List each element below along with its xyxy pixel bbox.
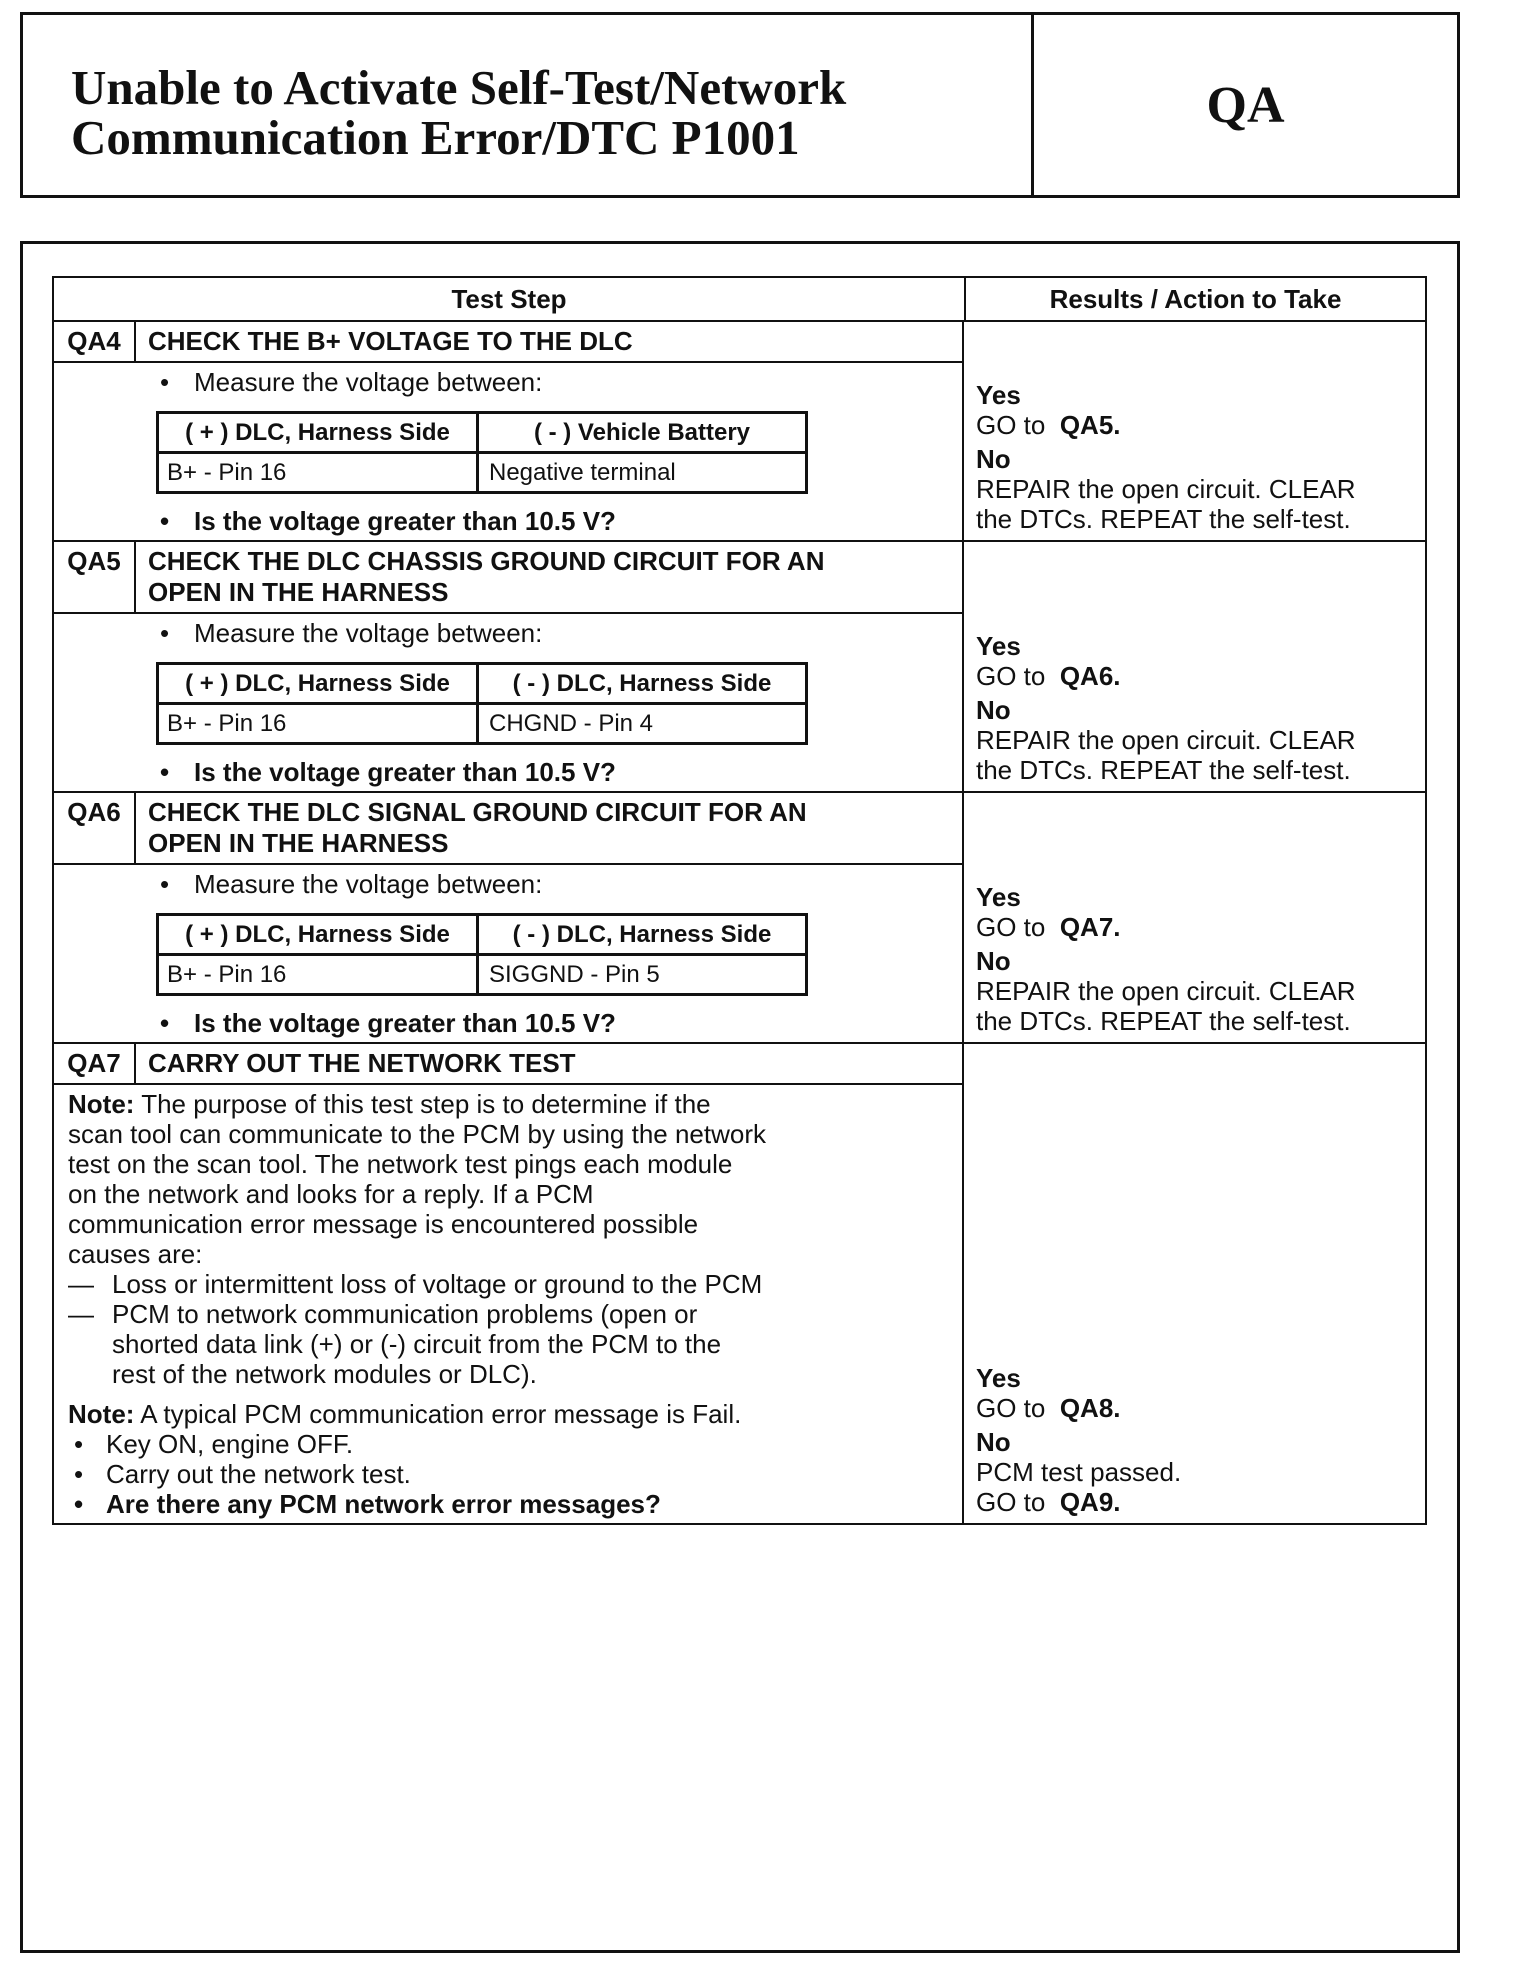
col-negative: ( - ) DLC, Harness Side xyxy=(512,920,772,948)
cause-line: rest of the network modules or DLC). xyxy=(112,1359,537,1389)
col-results: Results / Action to Take xyxy=(1049,283,1342,314)
goto-ref: QA6. xyxy=(1059,661,1121,691)
step-qa4 xyxy=(54,322,1425,542)
step-id: QA5 xyxy=(54,542,136,612)
header-box xyxy=(20,12,1460,198)
step-title-line-2: OPEN IN THE HARNESS xyxy=(148,577,449,607)
yes-label: Yes xyxy=(976,882,1021,912)
positive-value: B+ - Pin 16 xyxy=(159,705,479,742)
step-title-line-1: CHECK THE DLC CHASSIS GROUND CIRCUIT FOR AN xyxy=(148,546,825,576)
instruction: • Carry out the network test. xyxy=(64,1459,952,1489)
question: • Is the voltage greater than 10.5 V? xyxy=(150,1008,952,1038)
cause-item xyxy=(68,1299,952,1389)
step-id: QA4 xyxy=(54,322,136,361)
cause-line: — PCM to network communication problems (open or xyxy=(112,1299,698,1329)
note-text: A typical PCM communication error message is Fail. xyxy=(140,1399,742,1429)
no-label: No xyxy=(976,946,1011,976)
repair-line-1: REPAIR the open circuit. CLEAR xyxy=(976,976,1356,1006)
cause-line: shorted data link (+) or (-) circuit from the PCM to the xyxy=(112,1329,722,1359)
note-label: Note: xyxy=(68,1089,135,1119)
step-qa7 xyxy=(54,1044,1425,1523)
question: • Are there any PCM network error messages? xyxy=(64,1489,952,1519)
goto-text: GO to xyxy=(976,1487,1046,1517)
instruction: • Measure the voltage between: xyxy=(150,367,952,397)
results xyxy=(964,322,1425,540)
repair-line-2: the DTCs. REPEAT the self-test. xyxy=(976,504,1351,534)
title-line-2: Communication Error/DTC P1001 xyxy=(71,110,800,165)
no-label: No xyxy=(976,695,1011,725)
negative-value: CHGND - Pin 4 xyxy=(489,709,654,737)
measurement-table xyxy=(156,411,808,494)
instruction: • Key ON, engine OFF. xyxy=(64,1429,952,1459)
measurement-table xyxy=(156,913,808,996)
title-line-1: Unable to Activate Self-Test/Network xyxy=(71,60,847,115)
step-title-line-1: CHECK THE DLC SIGNAL GROUND CIRCUIT FOR AN xyxy=(148,797,807,827)
note2-paragraph xyxy=(68,1399,952,1429)
goto-ref: QA8. xyxy=(1059,1393,1121,1423)
note-label: Note: xyxy=(68,1399,135,1429)
step-title-line-2: OPEN IN THE HARNESS xyxy=(148,828,449,858)
no-label: No xyxy=(976,444,1011,474)
positive-value: B+ - Pin 16 xyxy=(159,454,479,491)
step-qa6 xyxy=(54,793,1425,1044)
col-positive: ( + ) DLC, Harness Side xyxy=(159,916,479,953)
step-title: CARRY OUT THE NETWORK TEST xyxy=(148,1048,576,1078)
page-title xyxy=(71,60,1031,165)
goto-ref: QA7. xyxy=(1059,912,1121,942)
step-id: QA6 xyxy=(54,793,136,863)
results xyxy=(964,793,1425,1042)
goto-ref: QA5. xyxy=(1059,410,1121,440)
goto-text: GO to xyxy=(976,410,1046,440)
repair-line-1: REPAIR the open circuit. CLEAR xyxy=(976,725,1356,755)
instruction: • Measure the voltage between: xyxy=(150,869,952,899)
question: • Is the voltage greater than 10.5 V? xyxy=(150,757,952,787)
note-line: on the network and looks for a reply. If a PCM xyxy=(68,1179,594,1209)
goto-ref: QA9. xyxy=(1059,1487,1121,1517)
goto-text: GO to xyxy=(976,912,1046,942)
no-result: PCM test passed. xyxy=(976,1457,1182,1487)
section-code: QA xyxy=(1206,76,1285,134)
negative-value: Negative terminal xyxy=(489,458,676,486)
col-positive: ( + ) DLC, Harness Side xyxy=(159,665,479,702)
repair-line-2: the DTCs. REPEAT the self-test. xyxy=(976,755,1351,785)
results xyxy=(964,542,1425,791)
col-negative: ( - ) Vehicle Battery xyxy=(533,418,751,446)
step-qa5 xyxy=(54,542,1425,793)
col-test-step: Test Step xyxy=(54,278,966,320)
repair-line-1: REPAIR the open circuit. CLEAR xyxy=(976,474,1356,504)
repair-line-2: the DTCs. REPEAT the self-test. xyxy=(976,1006,1351,1036)
col-positive: ( + ) DLC, Harness Side xyxy=(159,414,479,451)
cause-item: — Loss or intermittent loss of voltage or ground to the PCM xyxy=(68,1269,952,1299)
test-step-table xyxy=(52,276,1427,1525)
note-line: scan tool can communicate to the PCM by using the network xyxy=(68,1119,767,1149)
measurement-table xyxy=(156,662,808,745)
yes-label: Yes xyxy=(976,631,1021,661)
positive-value: B+ - Pin 16 xyxy=(159,956,479,993)
results xyxy=(964,1044,1425,1523)
note-paragraph xyxy=(68,1089,952,1389)
step-title xyxy=(136,793,962,863)
instruction: • Measure the voltage between: xyxy=(150,618,952,648)
step-title xyxy=(136,542,962,612)
table-header xyxy=(54,278,1425,322)
step-id: QA7 xyxy=(54,1044,136,1083)
col-negative: ( - ) DLC, Harness Side xyxy=(512,669,772,697)
note-line: test on the scan tool. The network test pings each module xyxy=(68,1149,733,1179)
note-line: communication error message is encountered possible xyxy=(68,1209,699,1239)
goto-text: GO to xyxy=(976,1393,1046,1423)
goto-text: GO to xyxy=(976,661,1046,691)
no-label: No xyxy=(976,1427,1011,1457)
note-line: The purpose of this test step is to determine if the xyxy=(141,1089,711,1119)
yes-label: Yes xyxy=(976,380,1021,410)
question: • Is the voltage greater than 10.5 V? xyxy=(150,506,952,536)
yes-label: Yes xyxy=(976,1363,1021,1393)
negative-value: SIGGND - Pin 5 xyxy=(489,960,660,988)
note-line: causes are: xyxy=(68,1239,203,1269)
step-title: CHECK THE B+ VOLTAGE TO THE DLC xyxy=(148,326,633,356)
